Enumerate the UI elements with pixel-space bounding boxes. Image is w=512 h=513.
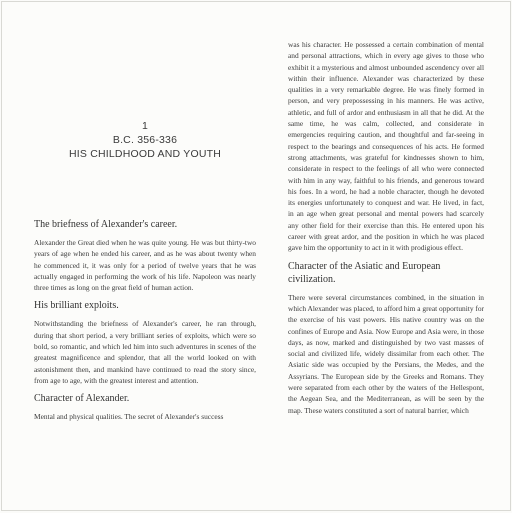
paragraph: Alexander the Great died when he was quite young. He was but thirty-two years of age when he ended his career, and as he was about twenty when he commenced it, it was only for a period of twelve years that he was actually engaged in performing the work of his life. Napoleon was nearly three times as long on the great field of human action. bbox=[34, 238, 256, 293]
chapter-dates: B.C. 356-336 bbox=[112, 134, 178, 146]
section-heading: Character of the Asiatic and European civilization. bbox=[288, 260, 441, 285]
section-heading: The briefness of Alexander's career. bbox=[34, 219, 178, 230]
section-heading: His brilliant exploits. bbox=[34, 300, 119, 312]
paragraph: Mental and physical qualities. The secret of Alexander's success bbox=[34, 412, 224, 422]
chapter-number: 1 bbox=[141, 120, 149, 132]
section-heading: Character of Alexander. bbox=[34, 393, 130, 405]
left-column bbox=[34, 218, 256, 429]
book-page bbox=[1, 1, 511, 511]
chapter-heading bbox=[34, 119, 256, 161]
paragraph: Notwithstanding the briefness of Alexander's career, he ran through, during that short period, a very brilliant series of exploits, which were so bold, so romantic, and which led him into such adventures in scenes of the greatest magnificence and splendor, that all the world looked on with astonishment then, and mankind have continued to read the story since, from age to age, with the greatest interest and attention. bbox=[34, 319, 256, 385]
right-column bbox=[288, 39, 484, 422]
paragraph: There were several circumstances combined, in the situation in which Alexander was placed, to afford him a great opportunity for the exercise of his vast powers. His native country was on the confines of Europe and Asia. Now Europe and Asia were, in those days, as now, marked and distinguished by two vast masses of social and civilized life, widely dissimilar from each other. The Asiatic side was occupied by the Persians, the Medes, and the Assyrians. The European side by the Greeks and Romans. They were separated from each other by the waters of the Hellespont, the Aegean Sea, and the Mediterranean, as will be seen by the map. These waters constituted a sort of natural barrier, which bbox=[288, 292, 484, 415]
paragraph: was his character. He possessed a certain combination of mental and personal attractions, which in every age gives to those who exhibit it a mysterious and almost unbounded ascendency over all within their influence. Alexander was characterized by these qualities in a very remarkable degree. He was finely formed in person, and very prepossessing in his manners. He was active, athletic, and full of ardor and enthusiasm in all that he did. At the same time, he was calm, collected, and considerate in emergencies requiring caution, and thoughtful and far-seeing in respect to the bearings and consequences of his acts. He formed strong attachments, was grateful for kindnesses shown to him, considerate in respect to the feelings of all who were connected with him in any way, faithful to his friends, and generous toward his foes. In a word, he had a noble character, though he devoted its energies unfortunately to conquest and war. He lived, in fact, in an age when great personal and mental powers had scarcely any other field for their exercise than this. He entered upon his career with great ardor, and the position in which he was placed gave him the opportunity to act in it with prodigious effect. bbox=[288, 40, 484, 253]
chapter-title: HIS CHILDHOOD AND YOUTH bbox=[68, 148, 221, 160]
